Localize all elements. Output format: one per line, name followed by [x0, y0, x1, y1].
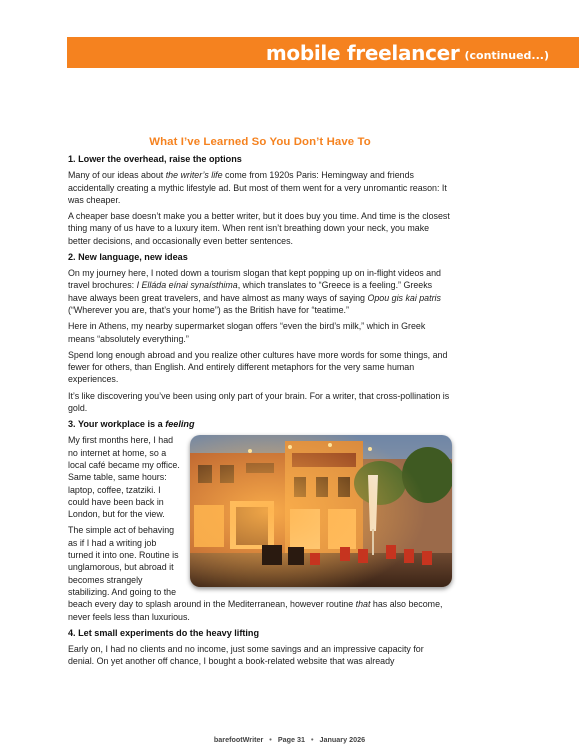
article-body	[68, 136, 452, 671]
separator: •	[311, 735, 314, 744]
paragraph: On my journey here, I noted down a tourism slogan that kept popping up on in-flight videos and travel brochures: I Elláda eínai synaísthima, which translates to “Greece is a feeling.” Greeks have always been great travelers, and have almost as many ways of saying Opou gis kai patris (“Wherever you are, that’s your home”) as the British have for “teatime.”	[68, 268, 441, 315]
heading-workplace: 3. Your workplace is a feeling	[68, 419, 195, 430]
paragraph: A cheaper base doesn’t make you a better writer, but it does buy you time. And time is the closest thing many of us have to a luxury item. When rent isn’t breathing down your neck, you make better decisions, and occasionally even better sentences.	[68, 211, 450, 246]
heading-small-experiments: 4. Let small experiments do the heavy lifting	[68, 627, 260, 638]
issue-date: January 2026	[319, 735, 366, 744]
section-header-subtitle: (continued...)	[464, 48, 549, 62]
paragraph: My first months here, I had no internet at home, so a local café became my office. Same table, same hours: laptop, coffee, tzatziki. I could have been back in London, but for the view.	[68, 435, 180, 520]
section-title: What I’ve Learned So You Don’t Have To	[149, 136, 371, 148]
paragraph: The simple act of behaving as if I had a writing job turned it into one. Routine is unglamorous, but abroad it becomes strangely stabilizing. And going to the beach every day to splash around in the Mediterranean, however routine that has also become, never feels less than luxurious.	[68, 525, 443, 622]
page-footer	[0, 735, 579, 744]
page-number: Page 31	[277, 735, 305, 744]
separator: •	[269, 735, 272, 744]
paragraph: Many of our ideas about the writer’s life come from 1920s Paris: Hemingway and friends accidentally creating a mythic lifestyle ad. But most of them went for a very unromantic reason: It was cheaper.	[68, 170, 447, 205]
paragraph: Early on, I had no clients and no income, just some savings and an impressive capacity for denial. On yet another off chance, I bought a book-related website that was already	[68, 643, 424, 667]
athens-cafe-photo	[190, 435, 452, 587]
heading-new-language: 2. New language, new ideas	[68, 252, 188, 263]
paragraph: It’s like discovering you’ve been using only part of your brain. For a writer, that cross-pollination is gold.	[68, 390, 450, 414]
header-banner	[67, 37, 579, 68]
publication-name: barefootWriter	[213, 735, 264, 744]
heading-lower-overhead: 1. Lower the overhead, raise the options	[68, 154, 242, 165]
paragraph: Here in Athens, my nearby supermarket slogan offers “even the bird’s milk,” which in Greek means “absolutely everything.”	[68, 321, 426, 344]
section-header-title: mobile freelancer	[265, 40, 460, 65]
paragraph: Spend long enough abroad and you realize other cultures have more words for some things, and fewer for others, than English. And entirely different metaphors for the very same human experiences.	[68, 349, 448, 385]
